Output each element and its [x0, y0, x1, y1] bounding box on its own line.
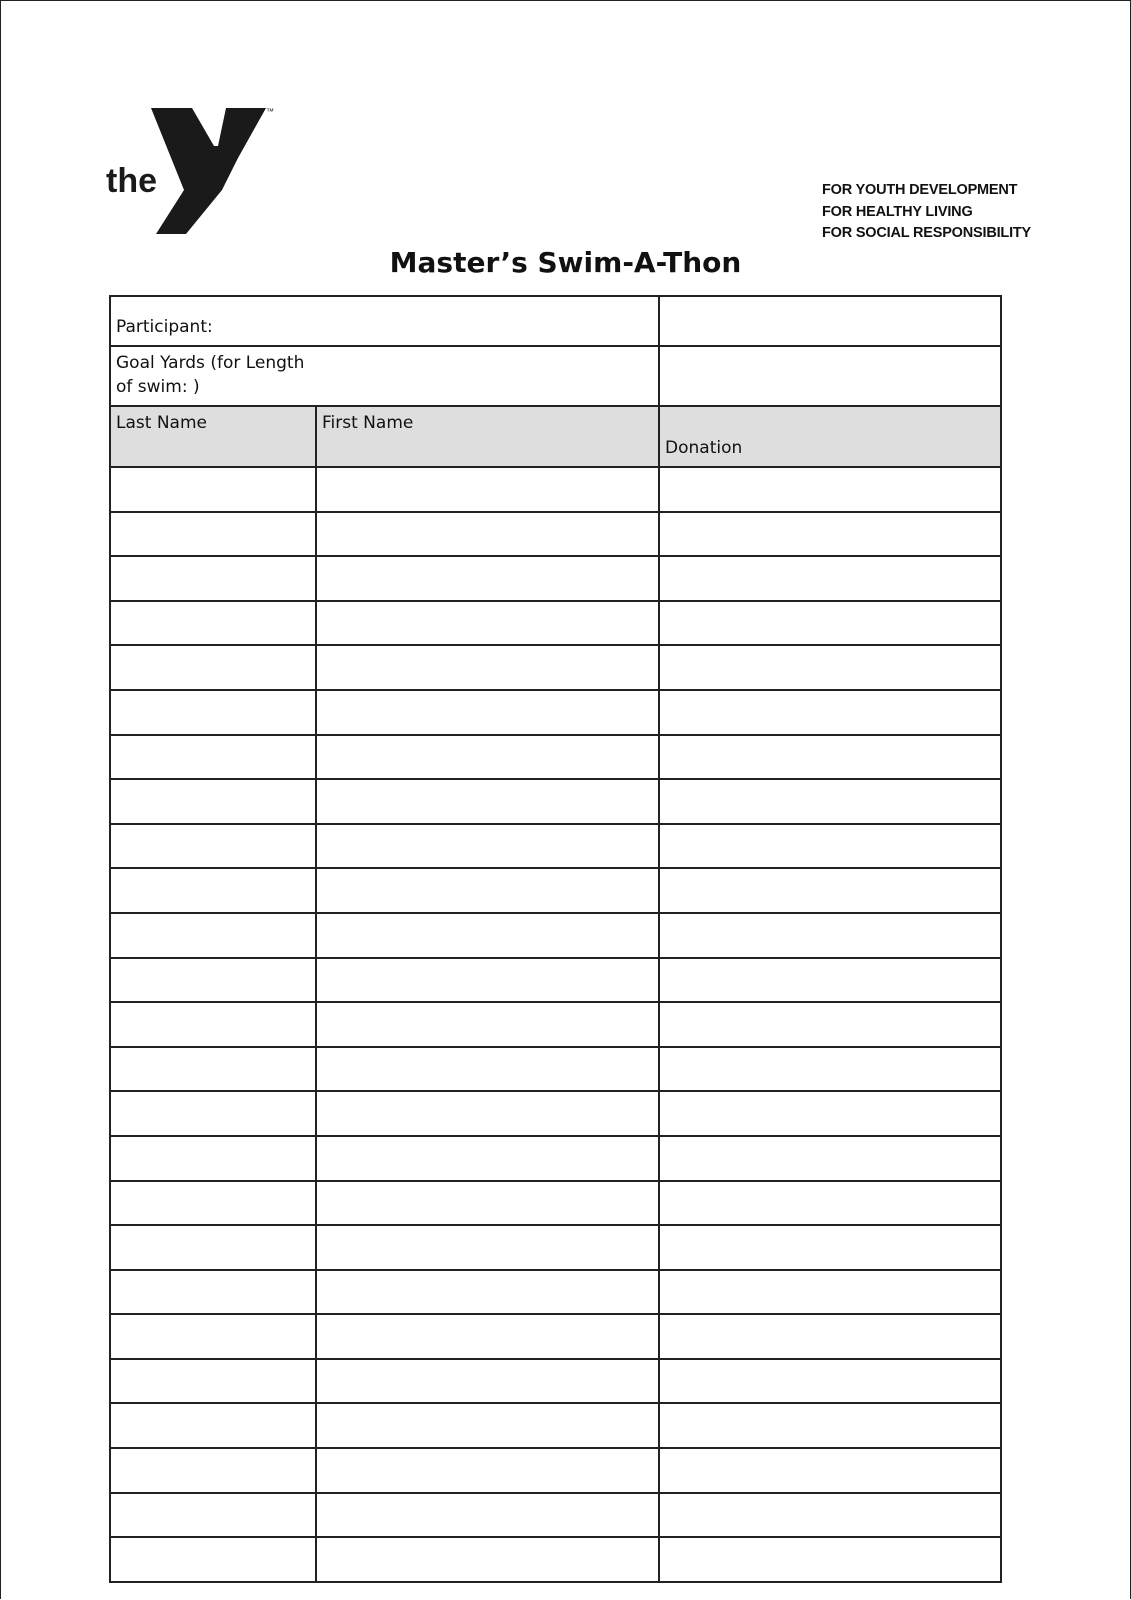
tagline-line: FOR HEALTHY LIVING [822, 203, 973, 220]
row-cell-first-name[interactable] [316, 601, 659, 646]
row-cell-last-name[interactable] [110, 1181, 316, 1226]
table-row [110, 1314, 1001, 1359]
table-row [110, 1359, 1001, 1404]
table-row [110, 735, 1001, 780]
participant-value-cell[interactable] [659, 296, 1001, 346]
table-row [110, 645, 1001, 690]
row-cell-donation[interactable] [659, 779, 1001, 824]
logo-trademark: ™ [266, 107, 274, 116]
row-cell-first-name[interactable] [316, 1047, 659, 1092]
row-cell-last-name[interactable] [110, 868, 316, 913]
row-cell-last-name[interactable] [110, 1136, 316, 1181]
table-row [110, 913, 1001, 958]
column-header-donation: Donation [659, 406, 1001, 467]
row-cell-last-name[interactable] [110, 1493, 316, 1538]
row-cell-last-name[interactable] [110, 735, 316, 780]
row-cell-donation[interactable] [659, 1403, 1001, 1448]
row-cell-first-name[interactable] [316, 1403, 659, 1448]
goal-yards-label-cell [110, 346, 659, 406]
row-cell-last-name[interactable] [110, 779, 316, 824]
row-cell-donation[interactable] [659, 1270, 1001, 1315]
row-cell-donation[interactable] [659, 512, 1001, 557]
row-cell-first-name[interactable] [316, 735, 659, 780]
table-row [110, 1403, 1001, 1448]
table-row [110, 601, 1001, 646]
row-cell-first-name[interactable] [316, 913, 659, 958]
goal-yards-label: of swim: ) [116, 377, 200, 397]
row-cell-donation[interactable] [659, 1181, 1001, 1226]
row-cell-donation[interactable] [659, 645, 1001, 690]
row-cell-donation[interactable] [659, 1448, 1001, 1493]
tagline-line: FOR SOCIAL RESPONSIBILITY [822, 225, 1032, 241]
row-cell-first-name[interactable] [316, 690, 659, 735]
table-row [110, 1136, 1001, 1181]
row-cell-last-name[interactable] [110, 645, 316, 690]
row-cell-donation[interactable] [659, 467, 1001, 512]
row-cell-last-name[interactable] [110, 913, 316, 958]
page-title: Master’s Swim-A-Thon [389, 246, 742, 279]
table-row [110, 512, 1001, 557]
row-cell-donation[interactable] [659, 958, 1001, 1003]
row-cell-last-name[interactable] [110, 1314, 316, 1359]
row-cell-first-name[interactable] [316, 1270, 659, 1315]
row-cell-last-name[interactable] [110, 1002, 316, 1047]
row-cell-donation[interactable] [659, 1225, 1001, 1270]
table-row [110, 868, 1001, 913]
ymca-logo [106, 106, 286, 241]
row-cell-first-name[interactable] [316, 512, 659, 557]
row-cell-last-name[interactable] [110, 1225, 316, 1270]
row-cell-first-name[interactable] [316, 1002, 659, 1047]
table-row [110, 779, 1001, 824]
row-cell-first-name[interactable] [316, 645, 659, 690]
table-row [110, 690, 1001, 735]
row-cell-first-name[interactable] [316, 1493, 659, 1538]
logo-vertical-text: YMCA [216, 202, 241, 234]
row-cell-donation[interactable] [659, 690, 1001, 735]
participant-row [110, 296, 1001, 346]
participant-label-cell [110, 296, 659, 346]
row-cell-donation[interactable] [659, 868, 1001, 913]
row-cell-donation[interactable] [659, 1002, 1001, 1047]
table-row [110, 1047, 1001, 1092]
table-row [110, 1225, 1001, 1270]
row-cell-last-name[interactable] [110, 1448, 316, 1493]
row-cell-first-name[interactable] [316, 1136, 659, 1181]
row-cell-last-name[interactable] [110, 1537, 316, 1582]
tagline [822, 180, 1031, 245]
row-cell-last-name[interactable] [110, 824, 316, 869]
row-cell-last-name[interactable] [110, 1270, 316, 1315]
row-cell-donation[interactable] [659, 1493, 1001, 1538]
row-cell-last-name[interactable] [110, 1047, 316, 1092]
row-cell-last-name[interactable] [110, 601, 316, 646]
table-row [110, 1181, 1001, 1226]
row-cell-first-name[interactable] [316, 779, 659, 824]
goal-yards-value-cell[interactable] [659, 346, 1001, 406]
row-cell-donation[interactable] [659, 913, 1001, 958]
row-cell-first-name[interactable] [316, 868, 659, 913]
column-header-last-name: Last Name [110, 406, 316, 467]
row-cell-last-name[interactable] [110, 512, 316, 557]
row-cell-donation[interactable] [659, 1359, 1001, 1404]
table-row [110, 958, 1001, 1003]
table-row [110, 1002, 1001, 1047]
row-cell-first-name[interactable] [316, 824, 659, 869]
row-cell-donation[interactable] [659, 1047, 1001, 1092]
row-cell-first-name[interactable] [316, 556, 659, 601]
row-cell-last-name[interactable] [110, 467, 316, 512]
goal-yards-label: Goal Yards (for Length [116, 353, 305, 373]
row-cell-last-name[interactable] [110, 1359, 316, 1404]
table-row [110, 1493, 1001, 1538]
row-cell-first-name[interactable] [316, 958, 659, 1003]
row-cell-donation[interactable] [659, 1136, 1001, 1181]
column-header-row [110, 406, 1001, 467]
ymca-logo-mark [106, 106, 286, 241]
row-cell-donation[interactable] [659, 735, 1001, 780]
table-row [110, 1537, 1001, 1582]
table-row [110, 824, 1001, 869]
row-cell-donation[interactable] [659, 1314, 1001, 1359]
row-cell-last-name[interactable] [110, 556, 316, 601]
tagline-line: FOR YOUTH DEVELOPMENT [822, 182, 1018, 198]
row-cell-donation[interactable] [659, 601, 1001, 646]
goal-yards-row [110, 346, 1001, 406]
row-cell-last-name[interactable] [110, 1403, 316, 1448]
row-cell-first-name[interactable] [316, 1448, 659, 1493]
table-row [110, 1091, 1001, 1136]
table-row [110, 1270, 1001, 1315]
pledge-sheet-table [109, 295, 1002, 1583]
participant-label: Participant: [116, 317, 213, 337]
logo-word: the [106, 162, 157, 200]
row-cell-first-name[interactable] [316, 1181, 659, 1226]
row-cell-first-name[interactable] [316, 467, 659, 512]
table-row [110, 467, 1001, 512]
row-cell-last-name[interactable] [110, 690, 316, 735]
row-cell-last-name[interactable] [110, 1091, 316, 1136]
row-cell-donation[interactable] [659, 556, 1001, 601]
row-cell-donation[interactable] [659, 1091, 1001, 1136]
row-cell-last-name[interactable] [110, 958, 316, 1003]
column-header-first-name: First Name [316, 406, 659, 467]
row-cell-donation[interactable] [659, 1537, 1001, 1582]
table-row [110, 1448, 1001, 1493]
row-cell-first-name[interactable] [316, 1225, 659, 1270]
row-cell-donation[interactable] [659, 824, 1001, 869]
row-cell-first-name[interactable] [316, 1359, 659, 1404]
row-cell-first-name[interactable] [316, 1314, 659, 1359]
row-cell-first-name[interactable] [316, 1091, 659, 1136]
table-row [110, 556, 1001, 601]
row-cell-first-name[interactable] [316, 1537, 659, 1582]
